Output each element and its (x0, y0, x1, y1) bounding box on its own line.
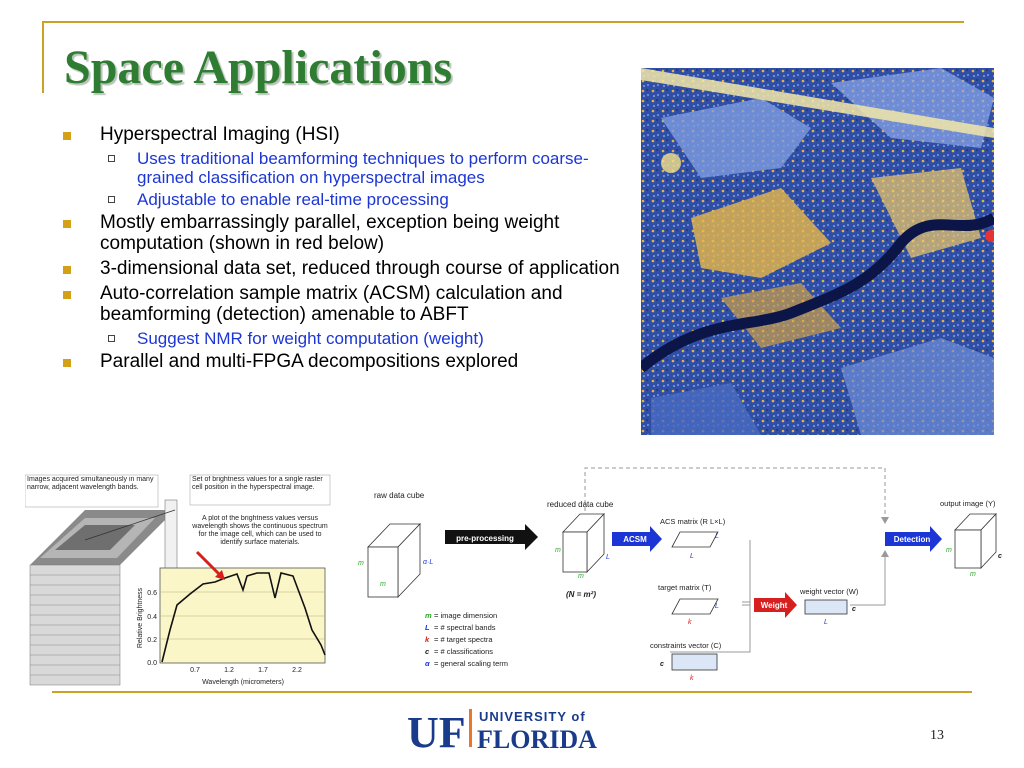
target-matrix-shape (672, 599, 718, 614)
note-spectrum-plot: A plot of the brightness values versus wavelength shows the continuous spectrum for the image cell, which can be used to identify surface materials. (192, 515, 328, 546)
slide-title: Space Applications (64, 41, 453, 94)
output-m-bottom: m (970, 571, 976, 578)
constraints-label: constraints vector (C) (650, 641, 722, 650)
legend-sym-c: c (425, 647, 430, 656)
page-number: 13 (930, 728, 944, 743)
weight-L: L (824, 619, 828, 626)
target-k: k (688, 619, 692, 626)
target-L: L (715, 603, 719, 610)
y-axis-label: Relative Brightness (137, 587, 144, 649)
x-tick-1.2: 1.2 (224, 667, 234, 674)
x-tick-2.2: 2.2 (292, 667, 302, 674)
bullet-fpga: Parallel and multi-FPGA decompositions explored (60, 351, 620, 372)
uf-logo (407, 705, 617, 751)
acs-L-right: L (715, 533, 719, 540)
plot-area (160, 568, 325, 663)
uf-logo-florida: FLORIDA (477, 725, 597, 751)
legend-sym-m: m (425, 611, 432, 620)
acsm-arrow-label: ACSM (623, 535, 647, 544)
weight-vector-label: weight vector (W) (800, 587, 859, 596)
x-tick-0.7: 0.7 (190, 667, 200, 674)
hyperspectral-satellite-image (641, 68, 994, 435)
raw-m-side: m (358, 560, 364, 567)
reduced-L: L (606, 554, 610, 561)
output-m-side: m (946, 547, 952, 554)
footer-rule (52, 691, 972, 693)
hyperspectral-spectrum-figure (25, 470, 335, 690)
y-tick-0.4: 0.4 (147, 614, 157, 621)
acs-matrix-shape (672, 532, 718, 547)
legend-text-L: = # spectral bands (434, 623, 496, 632)
legend-text-m: = image dimension (434, 611, 498, 620)
raw-aL: α·L (423, 559, 434, 566)
preprocessing-label: pre-processing (456, 534, 514, 543)
bullet-dataset: 3-dimensional data set, reduced through course of application (60, 258, 620, 279)
y-tick-0.2: 0.2 (147, 637, 157, 644)
note-images-acquired: Images acquired simultaneously in many narrow, adjacent wavelength bands. (27, 476, 154, 491)
output-c: c (998, 553, 1002, 560)
output-image-label: output image (Y) (940, 499, 996, 508)
bullet-hsi: Hyperspectral Imaging (HSI) (60, 124, 620, 145)
weight-c: c (852, 606, 856, 613)
constraints-k: k (690, 675, 694, 682)
legend-text-alpha: = general scaling term (434, 659, 508, 668)
x-axis-label: Wavelength (micrometers) (202, 679, 284, 686)
sub-bullet-nmr: Suggest NMR for weight computation (weight) (60, 329, 620, 348)
constraints-c: c (660, 661, 664, 668)
reduced-m-side: m (555, 547, 561, 554)
sub-bullet-realtime: Adjustable to enable real-time processing (60, 190, 620, 209)
y-tick-0.0: 0.0 (147, 660, 157, 667)
raw-m-bottom: m (380, 581, 386, 588)
bullet-parallel: Mostly embarrassingly parallel, exception being weight computation (shown in red below) (60, 212, 620, 254)
legend-text-c: = # classifications (434, 647, 493, 656)
legend-text-k: = # target spectra (434, 635, 493, 644)
bullet-acsm: Auto-correlation sample matrix (ACSM) calculation and beamforming (detection) amenable to ABFT (60, 283, 620, 325)
legend-sym-k: k (425, 635, 430, 644)
bullet-list (60, 124, 620, 376)
y-tick-0.6: 0.6 (147, 590, 157, 597)
sub-bullet-beamforming: Uses traditional beamforming techniques to perform coarse-grained classification on hyperspectral images (60, 149, 620, 187)
target-matrix-label: target matrix (T) (658, 583, 712, 592)
acs-L-bottom: L (690, 553, 694, 560)
frame-horizontal-rule (42, 21, 964, 23)
frame-vertical-rule (42, 21, 44, 93)
uf-logo-monogram: UF (407, 708, 466, 751)
constraints-shape (672, 654, 717, 670)
x-tick-1.7: 1.7 (258, 667, 268, 674)
processing-pipeline-diagram (350, 462, 1015, 692)
legend-sym-L: L (425, 623, 430, 632)
legend-sym-alpha: α (425, 659, 430, 668)
note-brightness-set: Set of brightness values for a single raster cell position in the hyperspectral image. (192, 476, 323, 491)
uf-logo-university: UNIVERSITY of (479, 709, 586, 724)
acs-matrix-label: ACS matrix (R L×L) (660, 517, 726, 526)
detection-arrow-label: Detection (893, 535, 931, 544)
reduced-m-bottom: m (578, 573, 584, 580)
weight-arrow-label: Weight (760, 601, 788, 610)
raw-cube-label: raw data cube (374, 491, 425, 500)
weight-vector-shape (805, 600, 847, 614)
n-equation: (N = m²) (566, 590, 596, 599)
reduced-cube-label: reduced data cube (547, 500, 614, 509)
